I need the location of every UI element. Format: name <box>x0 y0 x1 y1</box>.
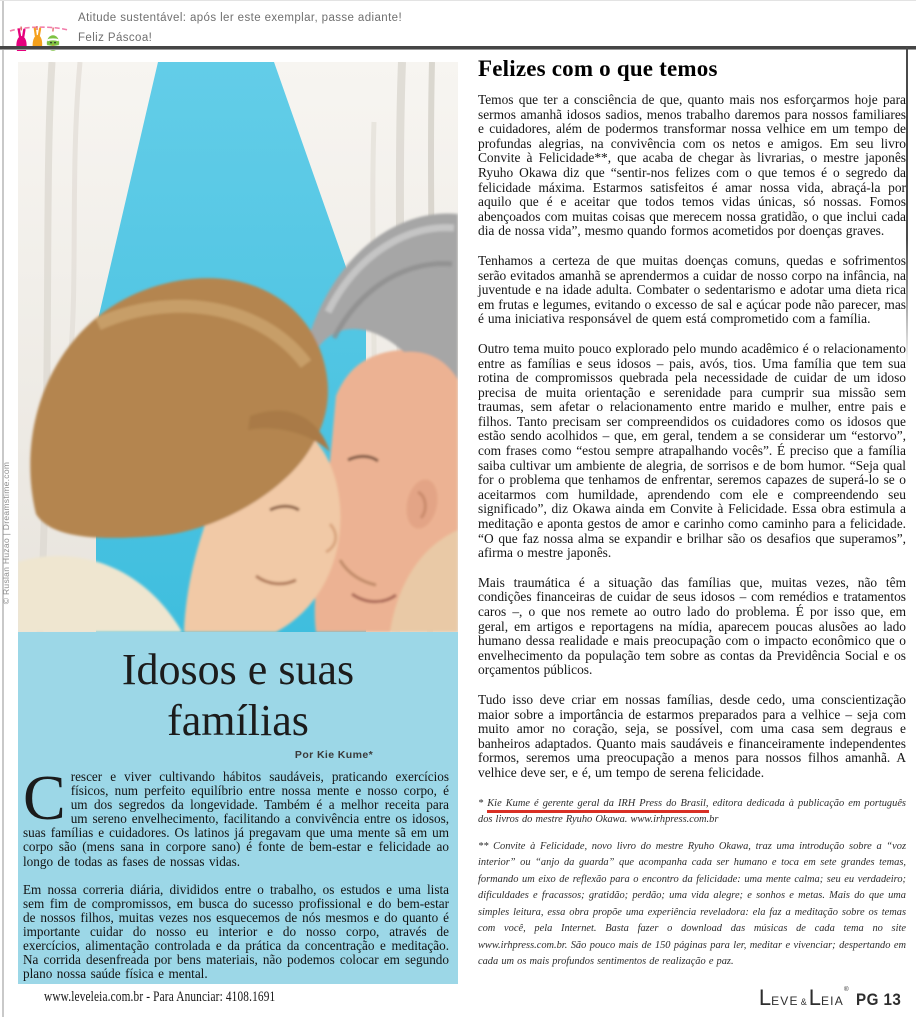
sustainability-note: Atitude sustentável: após ler este exemplar, passe adiante! <box>78 12 403 24</box>
page-right-edge-rule <box>906 47 908 367</box>
logo-ampersand: & <box>800 997 807 1007</box>
site-and-ad-info: www.leveleia.com.br - Para Anunciar: 4108.1691 <box>44 989 276 1005</box>
leve-e-leia-logo <box>759 985 905 1011</box>
article-byline: Por Kie Kume* <box>294 749 374 761</box>
left-article-panel <box>18 632 458 984</box>
easter-greeting: Feliz Páscoa! <box>78 32 153 44</box>
logo-word2-caps: EIA <box>820 994 844 1008</box>
footnote-2: ** Convite à Felicidade, novo livro do mestre Ryuho Okawa, traz uma introdução sobre a “voz interior” ou “anjo da guarda” que acompanha cada ser humano e toca em sete grandes temas, formando um eixo de reflexão para o encontro da felicidade: uma mente calma; seu eu verdadeiro; dificuldades e fracassos; gratidão; perdão; uma vida alegre; e sonhos e metas. Mais do que uma simples leitura, essa obra propõe uma experiência reveladora: ela faz a meditação sobre os temas com você, pela Internet. Basta fazer o download das músicas de cada tema no site www.irhpress.com.br. São pouco mais de 150 páginas para ler, meditar e vivenciar; despertando em cada um os mais profundos sentimentos de realização e paz. <box>478 840 906 968</box>
logo-word1-initial: L <box>758 985 772 1010</box>
right-paragraph-3: Outro tema muito pouco explorado pelo mundo acadêmico é o relacionamento entre as famílias e seus idosos – pais, avós, tios. Uma família que tem sua rotina de compromissos quebrada pela necessidade de cuidar de um idoso precisa de muita orientação e serenidade para cumprir sua missão sem traumas, sem afetar o relacionamento entre marido e mulher, entre pais e filhos. Tanto precisam ser compreendidos os cuidadores como os idosos que estão sendo acolhidos – que, em geral, tendem a se considerar um “estorvo”, com frases como “estou sempre atrapalhando vocês”. É preciso que a família saiba cultivar um ambiente de alegria, de sorrisos e de bom humor. “Seja qual for o problema que tenhamos de enfrentar, seremos capazes de superá-lo se o aceitarmos com humildade, aprendendo com ele e compreendendo seu significado”, diz Okawa ainda em Convite à Felicidade. Essa obra estimula a meditação e aponta gestos de amor e carinho como caminho para a felicidade. “O que faz nossa alma se expandir e brilhar são os desafios que superamos”, afirma o mestre japonês. <box>478 340 906 561</box>
logo-word2-initial: L <box>808 985 821 1010</box>
footnote-1-rest: editora dedicada à publicação em português dos livros do mestre Ryuho Okawa. www.irhpress.com.br <box>478 797 906 826</box>
couple-photo <box>18 62 458 632</box>
right-article-heading: Felizes com o que temos <box>478 56 718 81</box>
left-paragraph-2: Em nossa correria diária, divididos entre o trabalho, os estudos e uma lista sem fim de compromissos, em busca do sucesso profissional e do bem-estar de nossos filhos, muitas vezes nos esquecemos de nós mesmos e do quanto é importante cuidar do nosso eu interior e do nosso corpo, através de exercícios, alimentação controlada e da prática da concentração e meditação. Na corrida desenfreada por bens materiais, não podemos colocar em segundo plano nossa saúde física e mental. <box>23 881 449 982</box>
right-paragraph-5: Tudo isso deve criar em nossas famílias, desde cedo, uma conscientização maior sobre a importância de estarmos preparados para a velhice – seja com muito amor no coração, seja, se possível, com uma casa sem degraus e banheiros adaptados. Quanto mais saudáveis e financeiramente independentes formos, seremos uma preocupação a menos para nossos filhos amanhã. A velhice deve ser, e é, um tempo de serena felicidade. <box>478 691 906 780</box>
right-paragraph-4: Mais traumática é a situação das famílias que, muitas vezes, não têm condições financeiras de cuidar de seus idosos – com remédios e tratamentos caros –, o que nos remete ao outro lado do problema. É por isso que, em geral, em artigos e reportagens na mídia, aparecem poucas alusões ao lado humano dessa realidade e mais preocupação com o impacto econômico que o envelhecimento da população tem sobre as contas da Previdência Social e os orçamentos públicos. <box>478 574 906 678</box>
footnote-1 <box>478 796 906 829</box>
footnote-1-underlined-text: Kie Kume é gerente geral da IRH Press do Brasil, <box>487 798 708 813</box>
logo-registered-mark: ® <box>843 986 849 993</box>
page-number-label: PG 13 <box>855 991 902 1009</box>
footnote-1-marker: * <box>478 797 488 809</box>
logo-word1-caps: EVE <box>771 994 799 1008</box>
right-paragraph-2: Tenhamos a certeza de que muitas doenças comuns, quedas e sofrimentos serão evitados amanhã se aprendermos a cuidar de nosso corpo na infância, na juventude e na idade adulta. Combater o sedentarismo e adotar uma dieta rica em frutas e legumes, evitando o excesso de sal e açúcar pode não parecer, mas é uma iniciativa responsável de quem está comprometido com a família. <box>478 252 906 327</box>
right-paragraph-1: Temos que ter a consciência de que, quanto mais nos esforçarmos hoje para sermos amanhã idosos sadios, menos trabalho daremos para nossos familiares e cuidadores, além de podermos transformar nossa velhice em um tempo de profundas alegrias, na convivência com os netos e amigos. Em seu livro Convite à Felicidade**, que acaba de chegar às livrarias, o mestre japonês Ryuho Okawa diz que “sentir-nos felizes com o que temos é o segredo da felicidade máxima. Estarmos satisfeitos é amar nossa vida, abraçá-la por aquilo que é e aceitar que todos temos vidas únicas, só nossas. Fomos abençoados com muitas coisas que merecem nossa gratidão, o que inclui cada dia de nossa vida”, mesmo quando formos acometidos por doenças graves. <box>478 92 906 239</box>
left-paragraph-1 <box>23 762 449 869</box>
drop-cap: C <box>23 762 66 833</box>
article-title: Idosos e suas famílias <box>121 645 355 745</box>
photo-credit: © Ruslan Huzao | Dreamstime.com <box>1 461 11 605</box>
right-article <box>478 56 906 971</box>
left-paragraph-1-text: rescer e viver cultivando hábitos saudáveis, praticando exercícios físicos, num perfeito equilíbrio entre nossa mente e nosso corpo, é um dos segredos da longevidade. Também é a melhor receita para um sereno envelhecimento, facilitando a convivência entre os idosos, suas famílias e cuidadores. Os latinos já pregavam que uma mente sã em um corpo são (mens sana in corpore sano) é fonte de bem-estar e felicidade ao longo de todas as fases de nossas vidas. <box>23 769 449 869</box>
page-top-edge <box>0 0 916 1</box>
header-rule <box>0 46 916 50</box>
